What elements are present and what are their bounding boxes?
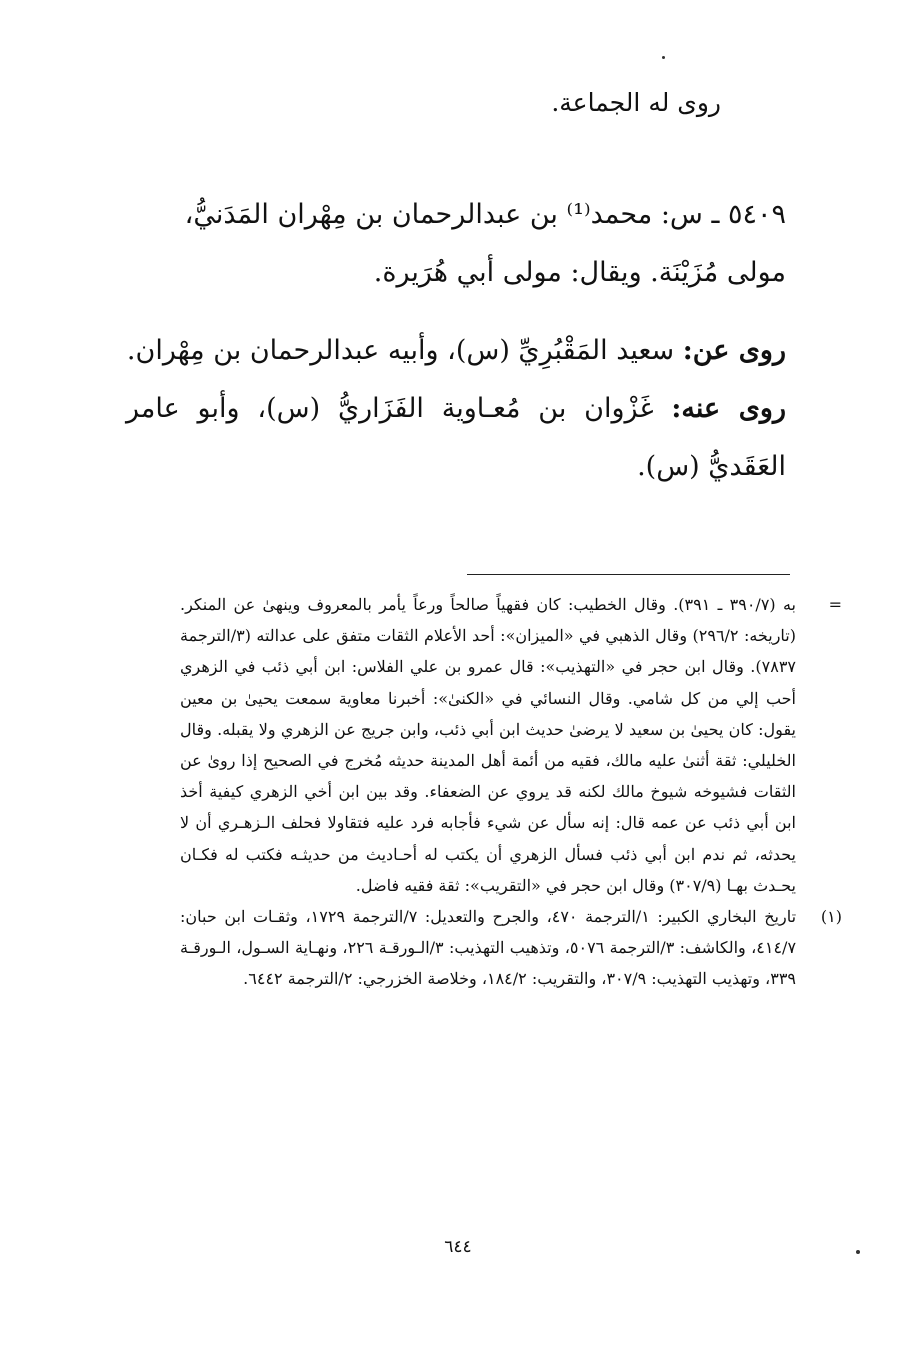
narrated-from-label: روى عن: bbox=[682, 335, 786, 366]
footnote-continuation-marker: = bbox=[828, 595, 842, 614]
narrated-by-text: غَزْوان بن مُعـاوية الفَزَاريُّ (س)، وأبو عامر العَقَديُّ (س). bbox=[126, 393, 786, 482]
footnote-separator-rule bbox=[467, 574, 790, 575]
narrated-by-label: روى عنه: bbox=[671, 393, 786, 424]
narrated-from-text: سعيد المَقْبُرِيِّ (س)، وأبيه عبدالرحمان بن مِهْران. bbox=[126, 335, 683, 366]
scan-speck bbox=[662, 56, 665, 59]
biography-entry bbox=[126, 186, 786, 496]
footnote-text: تاريخ البخاري الكبير: ١/الترجمة ٤٧٠، والجرح والتعديل: ٧/الترجمة ١٧٢٩، وثقـات ابن حبان: ٤١٤/٧، والكاشف: ٣/الترجمة ٥٠٧٦، وتذهيب التهذيب: ٣/الـورقـة ٢٢٦، ونهـاية السـول، الـورقـة ٣٣٩، وتهذيب التهذيب: ٣٠٧/٩، والتقريب: ١٨٤/٢، وخلاصة الخزرجي: ٢/الترجمة ٦٤٤٢. bbox=[180, 907, 797, 989]
footnotes bbox=[180, 589, 842, 995]
footnote-continued bbox=[180, 589, 842, 901]
narrated-from-paragraph bbox=[126, 322, 786, 380]
page-number: ٦٤٤ bbox=[444, 1237, 472, 1257]
scan-speck bbox=[856, 1250, 860, 1254]
footnote-1 bbox=[180, 901, 842, 995]
narrated-by-paragraph bbox=[126, 380, 786, 496]
entry-client-line: مولى مُزَيْنَة. ويقال: مولى أبي هُرَيرة. bbox=[373, 257, 786, 288]
previous-entry-closing-line: روى له الجماعة. bbox=[551, 88, 721, 117]
entry-heading-line: ٥٤٠٩ ـ س: محمد⁽¹⁾ بن عبدالرحمان بن مِهْران المَدَنيُّ، bbox=[184, 199, 786, 230]
footnote-number: (١) bbox=[820, 907, 842, 927]
entry-spacer bbox=[126, 302, 786, 322]
footnote-text: به (٣٩٠/٧ ـ ٣٩١). وقال الخطيب: كان فقهياً صالحاً ورعاً يأمر بالمعروف وينهىٰ عن المنكر. (تاريخه: ٢٩٦/٢) وقال الذهبي في «الميزان»: أحد الأعلام الثقات متفق على عدالته (٣/الترجمة ٧٨٣٧). وقال ابن حجر في «التهذيب»: قال عمرو بن علي الفلاس: ابن أبي ذئب في الزهري أحب إلي من كل شامي. وقال النسائي في «الكنىٰ»: أخبرنا معاوية سمعت يحيىٰ بن معين يقول: كان يحيىٰ بن سعيد لا يرضىٰ حديث ابن أبي ذئب، وابن جريج عن الزهري ولا يقبله. وقال الخليلي: ثقة أثنىٰ عليه مالك، فقيه من أئمة أهل المدينة حديثه مُخرج في الصحيح إذا روىٰ عن الثقات فشيوخه شيوخ مالك لكنه قد يروي عن الضعفاء. وقد بين ابن أخي الزهري كيفية أخذ ابن أبي ذئب عن عمه قال: إنه سأل عن شيء فأجابه فرد عليه فتقاولا فحلف الـزهـري أن لا يحدثه، ثم ندم ابن أبي ذئب فسأل الزهري أن يكتب له أحـاديث من حديثـه فكتب له فكـان يحـدث بهـا (٣٠٧/٩) وقال ابن حجر في «التقريب»: ثقة فقيه فاضل. bbox=[180, 595, 797, 895]
